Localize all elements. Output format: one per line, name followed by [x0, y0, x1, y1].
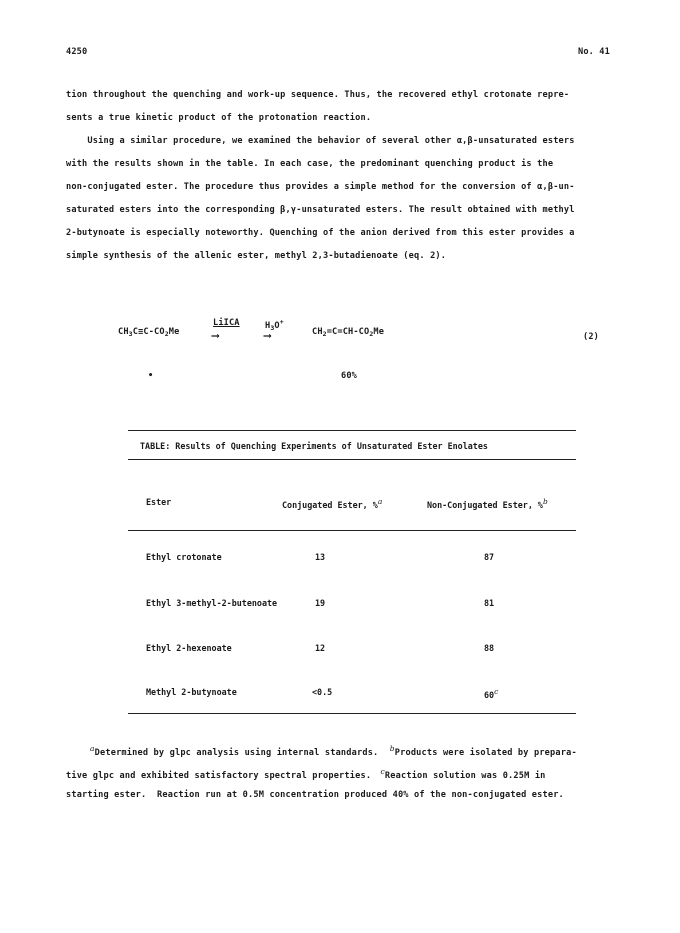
footnote-line-3: starting ester. Reaction run at 0.5M concentration produced 40% of the non-conjugated ester.: [66, 790, 564, 800]
footnote-line-2: [66, 767, 546, 781]
column-header-conjugated-label: Conjugated Ester, %: [282, 500, 378, 510]
cell-nonconjugated-value: 60: [484, 690, 495, 700]
column-header-conjugated: [282, 497, 382, 510]
table-top-rule: [128, 430, 576, 431]
paragraph-line: with the results shown in the table. In each case, the predominant quenching product is the: [66, 159, 554, 169]
footnote-b-text: Products were isolated by prepara-: [394, 748, 577, 758]
table-title: TABLE: Results of Quenching Experiments of Unsaturated Ester Enolates: [140, 441, 488, 451]
cell-ester: Methyl 2-butynoate: [146, 687, 237, 697]
paragraph-line: simple synthesis of the allenic ester, methyl 2,3-butadienoate (eq. 2).: [66, 251, 447, 261]
reaction-arrow-2: ⟶: [264, 329, 271, 342]
cell-conjugated: 12: [315, 643, 326, 653]
paragraph-line: 2-butynoate is especially noteworthy. Quenching of the anion derived from this ester provides a: [66, 228, 575, 238]
footnote-b-text-cont: tive glpc and exhibited satisfactory spectral properties.: [66, 771, 372, 781]
paragraph-line: tion throughout the quenching and work-up sequence. Thus, the recovered ethyl crotonate repre-: [66, 90, 570, 100]
stray-dot: •: [148, 371, 154, 381]
column-header-nonconjugated-label: Non-Conjugated Ester, %: [427, 500, 543, 510]
cell-nonconjugated: 87: [484, 552, 495, 562]
reagent-label-2: $H_3O^+$: [265, 318, 284, 332]
reaction-arrow-1: ⟶: [212, 329, 219, 342]
cell-ester: Ethyl crotonate: [146, 552, 222, 562]
cell-nonconjugated: 81: [484, 598, 495, 608]
paragraph-line: non-conjugated ester. The procedure thus provides a simple method for the conversion of α,β-un-: [66, 182, 575, 192]
footnote-c-text: Reaction solution was 0.25M in: [384, 771, 546, 781]
footnote-mark-a: a: [90, 744, 95, 753]
footnote-a-text: Determined by glpc analysis using internal standards.: [94, 748, 379, 758]
equation-yield: 60%: [341, 371, 357, 381]
cell-ester: Ethyl 3-methyl-2-butenoate: [146, 598, 278, 608]
cell-conjugated: 13: [315, 552, 326, 562]
footnote-mark-b: b: [389, 744, 395, 753]
table-title-rule: [128, 459, 576, 460]
footnote-mark-c: c: [380, 767, 385, 776]
cell-ester: Ethyl 2-hexenoate: [146, 643, 232, 653]
table-header-rule: [128, 530, 576, 531]
cell-nonconjugated: 88: [484, 643, 495, 653]
reagent-label-1: LiICA: [213, 318, 240, 328]
page-number: 4250: [66, 47, 88, 57]
column-header-ester: Ester: [146, 497, 172, 507]
equation-reactant-formula: $CH_3C\equiv C-CO_2Me$: [118, 327, 180, 338]
equation-number: (2): [583, 332, 599, 342]
paragraph-line: sents a true kinetic product of the protonation reaction.: [66, 113, 372, 123]
cell-nonconjugated: [484, 687, 498, 700]
paragraph-line: Using a similar procedure, we examined the behavior of several other α,β-unsaturated esters: [66, 136, 575, 146]
footnote-line-1: [90, 744, 577, 758]
equation-reactant: [118, 327, 179, 338]
cell-conjugated: 19: [315, 598, 326, 608]
footnote-mark-a: a: [377, 497, 383, 506]
footnote-mark-c: c: [494, 687, 499, 696]
footnote-mark-b: b: [542, 497, 548, 506]
equation-product: $CH_2=C=CH-CO_2Me$: [312, 327, 385, 338]
issue-number: No. 41: [578, 47, 610, 57]
paragraph-line: saturated esters into the corresponding β,γ-unsaturated esters. The result obtained with methyl: [66, 205, 575, 215]
column-header-nonconjugated: [427, 497, 548, 510]
cell-conjugated: <0.5: [312, 687, 333, 697]
table-bottom-rule: [128, 713, 576, 714]
